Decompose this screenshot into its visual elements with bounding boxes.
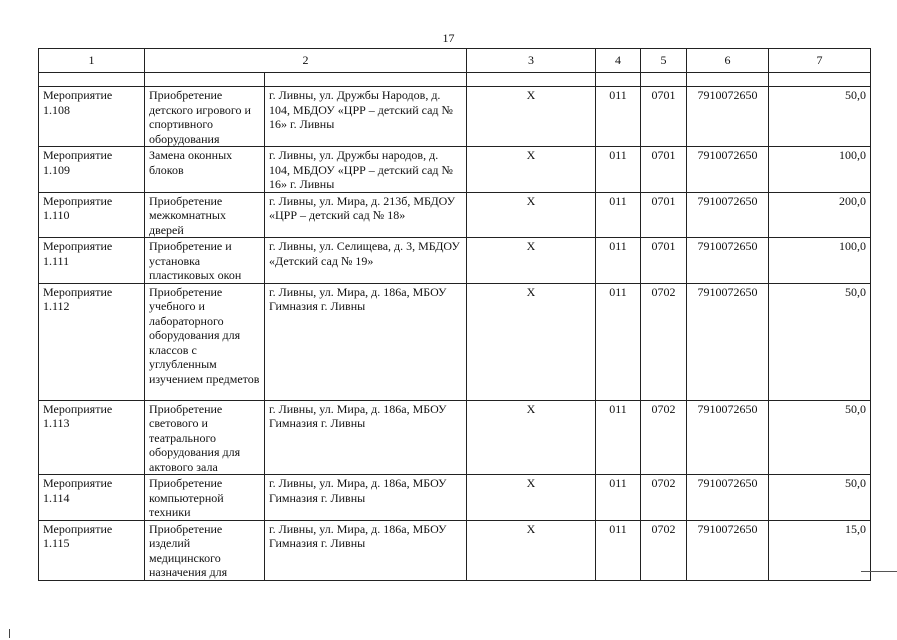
x-cell: Х (467, 238, 596, 284)
section-cell: 0701 (641, 192, 687, 238)
name-cell: Приобретение изделий медицинского назначения для (145, 520, 265, 580)
code-cell: 011 (596, 192, 641, 238)
classifier-cell: 7910072650 (687, 147, 769, 193)
header-cell: 5 (641, 49, 687, 73)
section-cell: 0701 (641, 238, 687, 284)
code-cell: 011 (596, 147, 641, 193)
address-cell: г. Ливны, ул. Мира, д. 213б, МБДОУ «ЦРР – детский сад № 18» (265, 192, 467, 238)
amount-cell: 50,0 (769, 283, 871, 400)
header-cell: 3 (467, 49, 596, 73)
table-row (39, 283, 871, 400)
name-cell: Приобретение межкомнатных дверей (145, 192, 265, 238)
name-cell: Замена оконных блоков (145, 147, 265, 193)
address-cell: г. Ливны, ул. Селищева, д. 3, МБДОУ «Детский сад № 19» (265, 238, 467, 284)
event-cell: Мероприятие 1.109 (39, 147, 145, 193)
code-cell: 011 (596, 400, 641, 475)
amount-cell: 15,0 (769, 520, 871, 580)
x-cell: Х (467, 147, 596, 193)
code-cell: 011 (596, 520, 641, 580)
classifier-cell: 7910072650 (687, 192, 769, 238)
classifier-cell: 7910072650 (687, 238, 769, 284)
classifier-cell: 7910072650 (687, 283, 769, 400)
classifier-cell: 7910072650 (687, 87, 769, 147)
scan-edge-mark (9, 629, 10, 638)
event-cell: Мероприятие 1.111 (39, 238, 145, 284)
classifier-cell: 7910072650 (687, 520, 769, 580)
event-cell: Мероприятие 1.113 (39, 400, 145, 475)
code-cell: 011 (596, 475, 641, 521)
table-header-row (39, 49, 871, 73)
section-cell: 0702 (641, 520, 687, 580)
address-cell: г. Ливны, ул. Мира, д. 186а, МБОУ Гимназия г. Ливны (265, 400, 467, 475)
name-cell: Приобретение и установка пластиковых окон (145, 238, 265, 284)
table-row (39, 87, 871, 147)
table-spacer-row (39, 73, 871, 87)
x-cell: Х (467, 400, 596, 475)
table-row (39, 400, 871, 475)
amount-cell: 50,0 (769, 475, 871, 521)
name-cell: Приобретение детского игрового и спортивного оборудования (145, 87, 265, 147)
header-cell: 2 (145, 49, 467, 73)
name-cell: Приобретение светового и театрального оборудования для актового зала (145, 400, 265, 475)
code-cell: 011 (596, 238, 641, 284)
amount-cell: 50,0 (769, 400, 871, 475)
event-cell: Мероприятие 1.110 (39, 192, 145, 238)
table-row (39, 238, 871, 284)
address-cell: г. Ливны, ул. Мира, д. 186а, МБОУ Гимназия г. Ливны (265, 475, 467, 521)
address-cell: г. Ливны, ул. Дружбы Народов, д. 104, МБДОУ «ЦРР – детский сад № 16» г. Ливны (265, 87, 467, 147)
x-cell: Х (467, 283, 596, 400)
address-cell: г. Ливны, ул. Мира, д. 186а, МБОУ Гимназия г. Ливны (265, 283, 467, 400)
section-cell: 0702 (641, 400, 687, 475)
page-number: 17 (442, 31, 455, 45)
code-cell: 011 (596, 283, 641, 400)
classifier-cell: 7910072650 (687, 475, 769, 521)
amount-cell: 50,0 (769, 87, 871, 147)
table-row (39, 475, 871, 521)
section-cell: 0701 (641, 147, 687, 193)
amount-cell: 100,0 (769, 238, 871, 284)
section-cell: 0701 (641, 87, 687, 147)
x-cell: Х (467, 520, 596, 580)
event-cell: Мероприятие 1.114 (39, 475, 145, 521)
event-cell: Мероприятие 1.112 (39, 283, 145, 400)
scan-margin-mark (861, 571, 897, 572)
header-cell: 1 (39, 49, 145, 73)
x-cell: Х (467, 87, 596, 147)
header-cell: 6 (687, 49, 769, 73)
amount-cell: 100,0 (769, 147, 871, 193)
code-cell: 011 (596, 87, 641, 147)
event-cell: Мероприятие 1.115 (39, 520, 145, 580)
name-cell: Приобретение учебного и лабораторного оборудования для классов с углубленным изучением предметов (145, 283, 265, 400)
x-cell: Х (467, 475, 596, 521)
name-cell: Приобретение компьютерной техники (145, 475, 265, 521)
event-cell: Мероприятие 1.108 (39, 87, 145, 147)
address-cell: г. Ливны, ул. Мира, д. 186а, МБОУ Гимназия г. Ливны (265, 520, 467, 580)
header-cell: 7 (769, 49, 871, 73)
budget-table (38, 48, 871, 581)
address-cell: г. Ливны, ул. Дружбы народов, д. 104, МБДОУ «ЦРР – детский сад № 16» г. Ливны (265, 147, 467, 193)
amount-cell: 200,0 (769, 192, 871, 238)
classifier-cell: 7910072650 (687, 400, 769, 475)
section-cell: 0702 (641, 283, 687, 400)
section-cell: 0702 (641, 475, 687, 521)
table-row (39, 147, 871, 193)
header-cell: 4 (596, 49, 641, 73)
x-cell: Х (467, 192, 596, 238)
table-row (39, 520, 871, 580)
table-row (39, 192, 871, 238)
